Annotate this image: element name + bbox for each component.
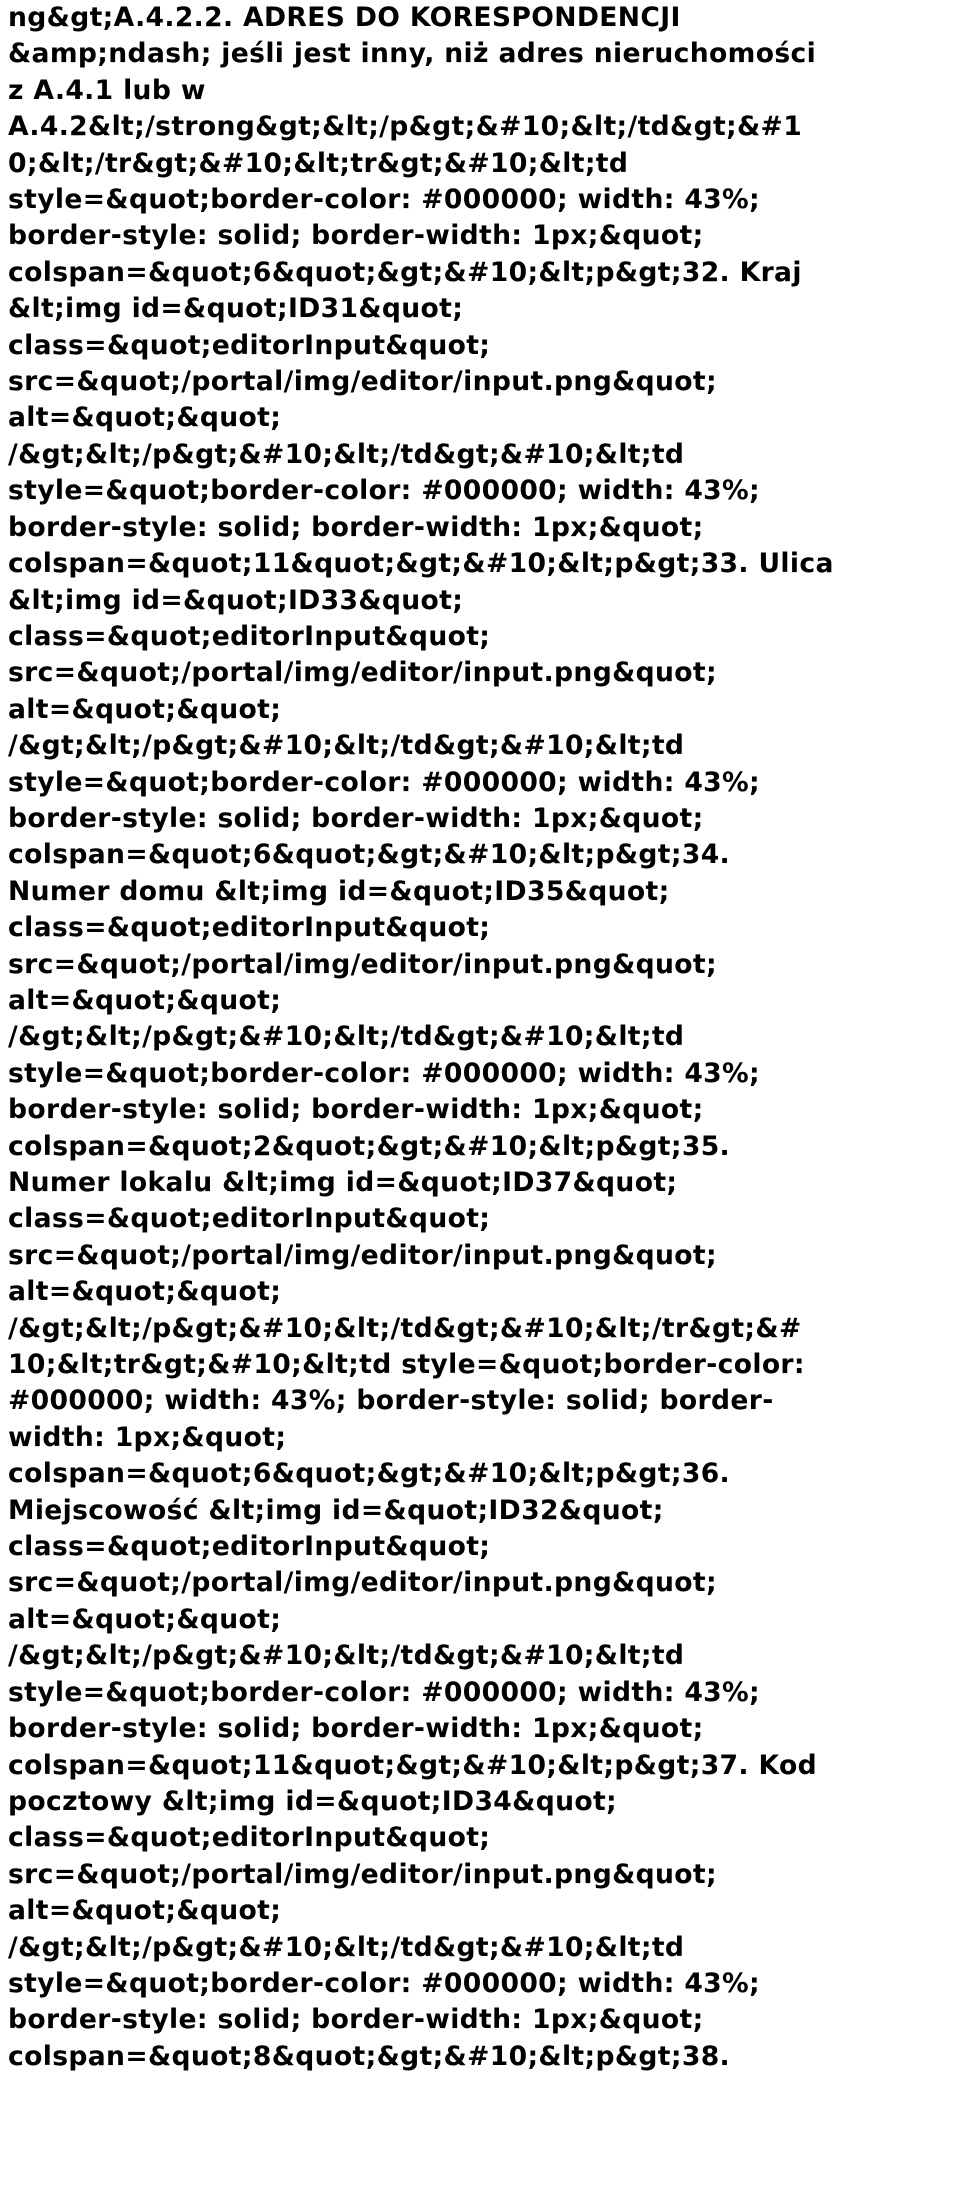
text-line: &lt;img id=&quot;ID33&quot; — [8, 584, 464, 616]
text-line: colspan=&quot;11&quot;&gt;&#10;&lt;p&gt;37. Kod — [8, 1749, 817, 1781]
text-line: A.4.2&lt;/strong&gt;&lt;/p&gt;&#10;&lt;/td&gt;&#1 — [8, 111, 803, 143]
text-line: Numer lokalu &lt;img id=&quot;ID37&quot; — [8, 1167, 678, 1198]
text-line: style=&quot;border-color: #000000; width: 43%; — [8, 766, 761, 798]
text-line: class=&quot;editorInput&quot; — [8, 1531, 491, 1563]
text-line: ng&gt;A.4.2.2. ADRES DO KORESPONDENCJI — [8, 2, 681, 33]
text-line: /&gt;&lt;/p&gt;&#10;&lt;/td&gt;&#10;&lt;td — [8, 1640, 685, 1672]
text-line: style=&quot;border-color: #000000; width: 43%; — [8, 475, 761, 507]
text-line: class=&quot;editorInput&quot; — [8, 1822, 491, 1854]
text-line: /&gt;&lt;/p&gt;&#10;&lt;/td&gt;&#10;&lt;td — [8, 1931, 685, 1963]
text-line: border-style: solid; border-width: 1px;&quot; — [8, 1094, 704, 1126]
text-line: border-style: solid; border-width: 1px;&quot; — [8, 511, 704, 543]
text-line: style=&quot;border-color: #000000; width: 43%; — [8, 1676, 761, 1708]
text-line: z A.4.1 lub w — [8, 74, 206, 106]
text-line: border-style: solid; border-width: 1px;&quot; — [8, 1713, 704, 1745]
text-line: alt=&quot;&quot; — [8, 1895, 282, 1927]
text-line: class=&quot;editorInput&quot; — [8, 329, 491, 361]
text-line: 0;&lt;/tr&gt;&#10;&lt;tr&gt;&#10;&lt;td — [8, 147, 629, 179]
text-line: #000000; width: 43%; border-style: solid; border- — [8, 1385, 774, 1417]
text-line: style=&quot;border-color: #000000; width: 43%; — [8, 1057, 761, 1089]
text-line: alt=&quot;&quot; — [8, 1276, 282, 1308]
text-line: class=&quot;editorInput&quot; — [8, 620, 491, 652]
text-line: style=&quot;border-color: #000000; width: 43%; — [8, 184, 761, 216]
text-line: class=&quot;editorInput&quot; — [8, 912, 491, 944]
text-line: colspan=&quot;8&quot;&gt;&#10;&lt;p&gt;38. — [8, 2040, 731, 2072]
text-line: src=&quot;/portal/img/editor/input.png&quot; — [8, 1239, 717, 1271]
text-line: colspan=&quot;6&quot;&gt;&#10;&lt;p&gt;34. — [8, 839, 731, 871]
text-line: 10;&lt;tr&gt;&#10;&lt;td style=&quot;border-color: — [8, 1349, 805, 1381]
text-line: alt=&quot;&quot; — [8, 402, 282, 434]
text-line: border-style: solid; border-width: 1px;&quot; — [8, 2004, 704, 2036]
text-line: class=&quot;editorInput&quot; — [8, 1203, 491, 1235]
text-line: /&gt;&lt;/p&gt;&#10;&lt;/td&gt;&#10;&lt;/tr&gt;&# — [8, 1312, 802, 1344]
text-line: /&gt;&lt;/p&gt;&#10;&lt;/td&gt;&#10;&lt;td — [8, 730, 685, 762]
text-line: src=&quot;/portal/img/editor/input.png&quot; — [8, 1858, 717, 1890]
text-line: colspan=&quot;6&quot;&gt;&#10;&lt;p&gt;36. — [8, 1458, 731, 1490]
text-line: src=&quot;/portal/img/editor/input.png&quot; — [8, 366, 717, 398]
text-line: pocztowy &lt;img id=&quot;ID34&quot; — [8, 1785, 618, 1817]
text-line: &lt;img id=&quot;ID31&quot; — [8, 293, 464, 325]
text-line: src=&quot;/portal/img/editor/input.png&quot; — [8, 948, 717, 980]
text-line: Miejscowość &lt;img id=&quot;ID32&quot; — [8, 1494, 664, 1526]
text-line: colspan=&quot;11&quot;&gt;&#10;&lt;p&gt;33. Ulica — [8, 548, 834, 580]
text-line: src=&quot;/portal/img/editor/input.png&quot; — [8, 1567, 717, 1599]
text-line: border-style: solid; border-width: 1px;&quot; — [8, 802, 704, 834]
text-line: alt=&quot;&quot; — [8, 693, 282, 725]
text-line: colspan=&quot;6&quot;&gt;&#10;&lt;p&gt;32. Kraj — [8, 256, 802, 288]
text-line: width: 1px;&quot; — [8, 1421, 287, 1453]
text-line: &amp;ndash; jeśli jest inny, niż adres nieruchomości — [8, 38, 817, 70]
text-line: alt=&quot;&quot; — [8, 984, 282, 1016]
text-line: /&gt;&lt;/p&gt;&#10;&lt;/td&gt;&#10;&lt;td — [8, 438, 685, 470]
text-line: alt=&quot;&quot; — [8, 1603, 282, 1635]
text-line: colspan=&quot;2&quot;&gt;&#10;&lt;p&gt;35. — [8, 1130, 731, 1162]
text-line: src=&quot;/portal/img/editor/input.png&quot; — [8, 657, 717, 689]
text-line: border-style: solid; border-width: 1px;&quot; — [8, 220, 704, 252]
text-line: style=&quot;border-color: #000000; width: 43%; — [8, 1967, 761, 1999]
text-line: Numer domu &lt;img id=&quot;ID35&quot; — [8, 875, 670, 907]
text-line: /&gt;&lt;/p&gt;&#10;&lt;/td&gt;&#10;&lt;td — [8, 1021, 685, 1053]
